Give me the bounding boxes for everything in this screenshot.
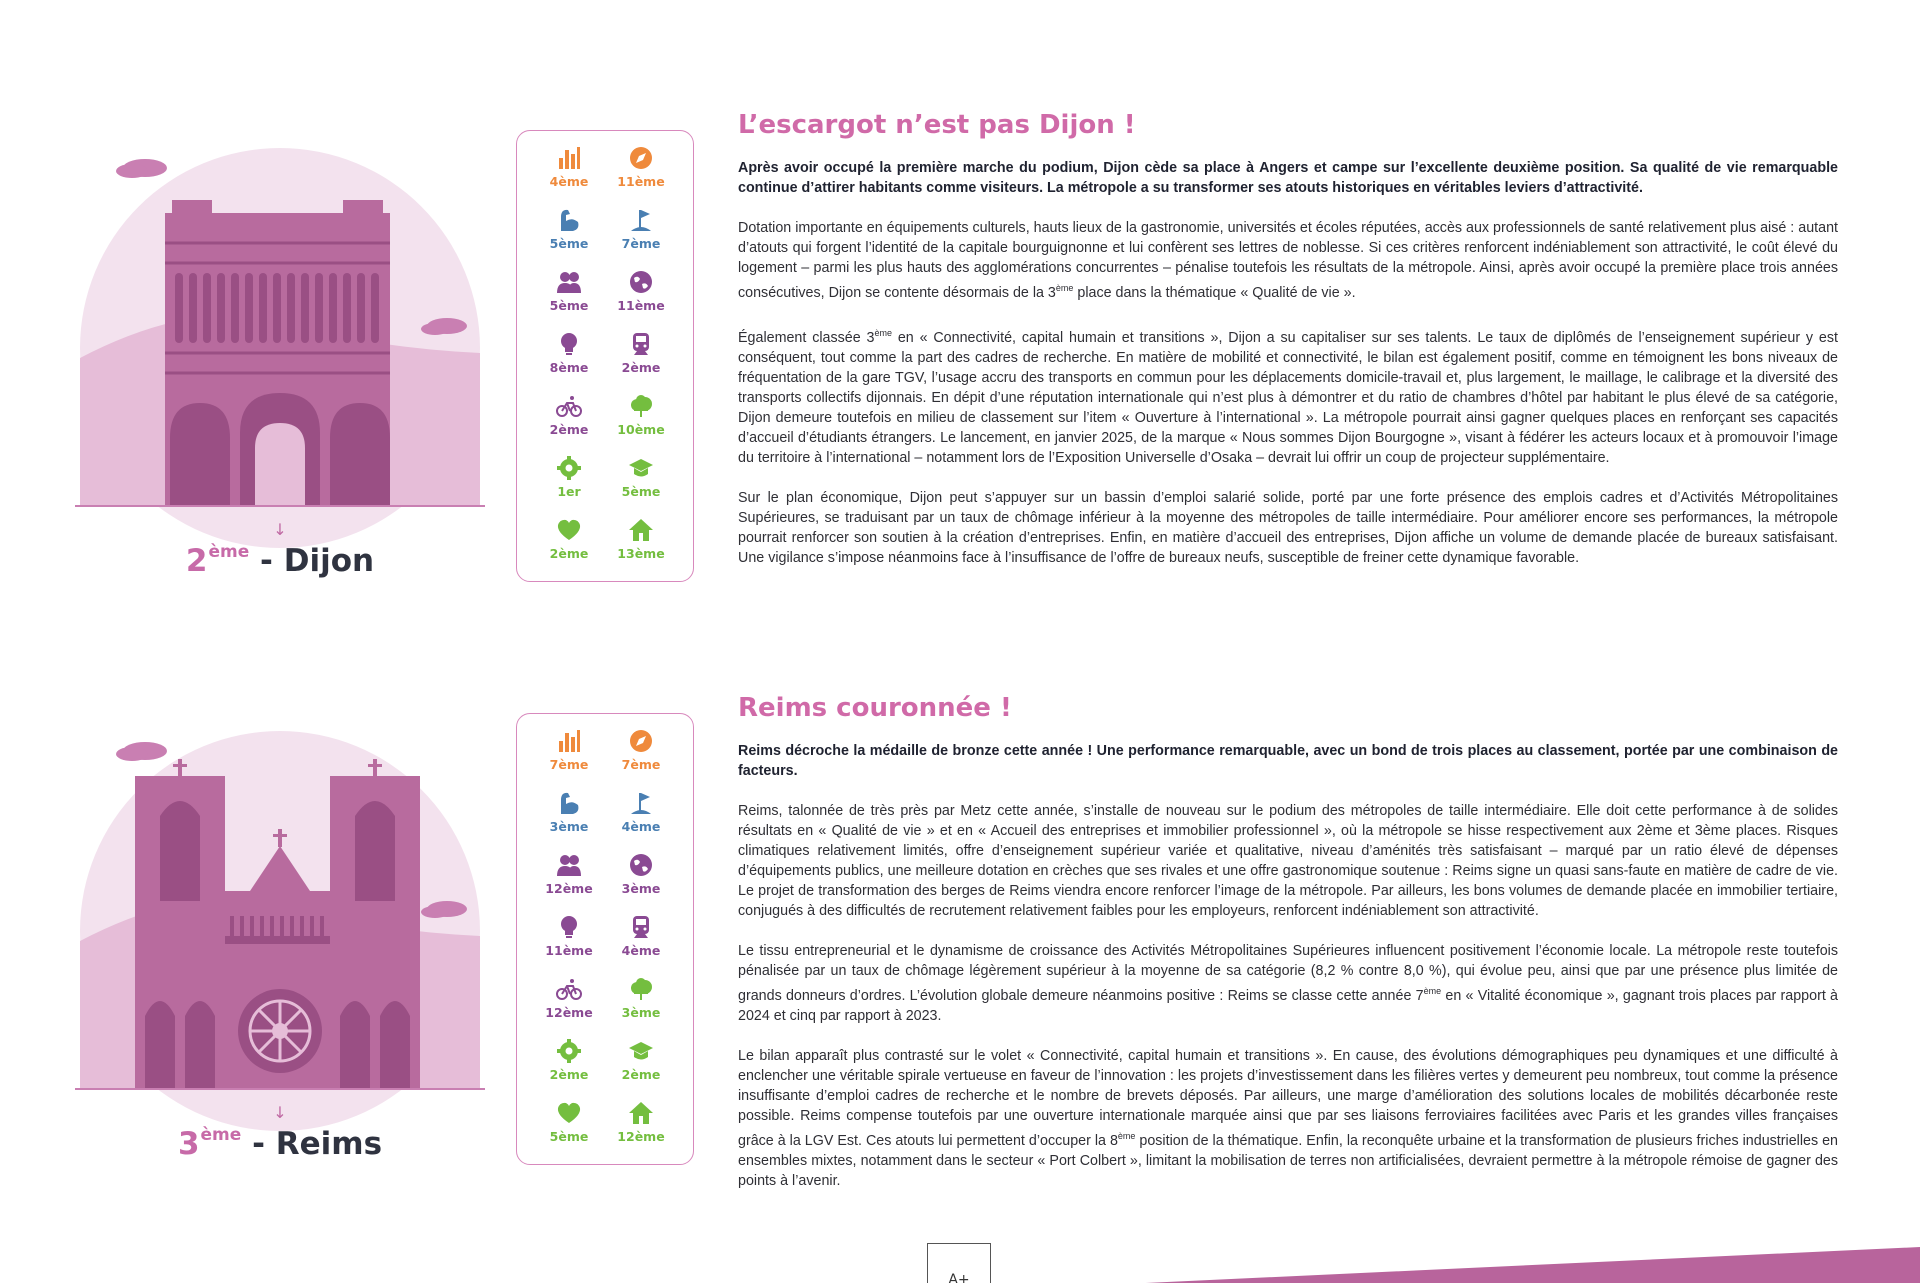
paragraph: Le bilan apparaît plus contrasté sur le volet « Connectivité, capital humain et transitions ». En cause, des évolutions démographiques peu dynamiques et une difficulté à enclencher une véritable spirale vertueuse en faveur de l’innovation : les projets d’investissement dans les filières vertes y demeurent peu nombreux, tout comme la présence insuffisante d’emploi cadres de recherche et le nombre de brevets déposés. Par ailleurs, une marge d’amélioration des solutions locales de mobilités décarbonée reste possible. Reims compense toutefois par une ouverture internationale marquée ainsi que par ses liaisons ferroviaires facilitées avec Paris et les grandes villes françaises grâce à la LGV Est. Ces atouts lui permettent d’occuper la 8ème position de la thématique. Enfin, la reconquête urbaine et la transformation de plusieurs friches industrielles en ensembles mixtes, notamment dans le secteur « Port Colbert », limitant la mobilisation de terres non artificialisées, devraient permettre à la métropole rémoise de gagner des points à l’avenir. [738, 1048, 1838, 1189]
flag-icon [628, 207, 654, 233]
rank-suffix: ème [208, 542, 250, 562]
ranking-cell [605, 455, 677, 517]
ranking-cell [605, 331, 677, 393]
ranking-cell [533, 269, 605, 331]
rank-value: 5ème [549, 1129, 589, 1144]
rank-title [80, 1125, 480, 1162]
rank-value: 4ème [621, 819, 661, 834]
rank-value: 7ème [549, 757, 589, 772]
compass-icon [628, 728, 654, 754]
lead-paragraph: Reims décroche la médaille de bronze cette année ! Une performance remarquable, avec un bond de trois places au classement, portée par une combinaison de facteurs. [738, 743, 1838, 779]
dijon-cathedral-illustration [75, 148, 485, 548]
rank-number: 3 [177, 1126, 200, 1162]
cloud-tree-icon [628, 976, 654, 1002]
train-icon [628, 331, 654, 357]
ranking-cell [605, 1038, 677, 1100]
down-arrow-icon: ↓ [273, 520, 287, 539]
rank-value: 2ème [621, 1067, 661, 1082]
cloud-tree-icon [628, 393, 654, 419]
article-text [738, 110, 1838, 588]
graduation-cap-icon [628, 455, 654, 481]
ranking-cell [533, 852, 605, 914]
train-icon [628, 914, 654, 940]
paragraph: Dotation importante en équipements culturels, hauts lieux de la gastronomie, universités et écoles réputées, accès aux professionnels de santé relativement plus aisé : autant d’atouts qui forgent l’identité de la capitale bourguignonne et lui confèrent ses lettres de noblesse. Si ces critères renforcent indéniablement son attractivité, le coût élevé du logement – parmi les plus hauts des agglomérations concurrentes – pénalise toutefois les résultats de la métropole. Ainsi, après avoir occupé la première place trois années consécutives, Dijon se contente désormais de la 3ème place dans la thématique « Qualité de vie ». [738, 220, 1838, 301]
rank-value: 5ème [549, 298, 589, 313]
ranking-cell [605, 852, 677, 914]
rank-title [80, 542, 480, 579]
globe-icon [628, 269, 654, 295]
ranking-cell [605, 790, 677, 852]
ranking-cell [533, 976, 605, 1038]
ranking-cell [533, 455, 605, 517]
gear-icon [556, 1038, 582, 1064]
ranking-cell [533, 790, 605, 852]
section-dijon [0, 110, 1920, 610]
globe-icon [628, 852, 654, 878]
reims-cathedral-illustration [75, 731, 485, 1131]
rank-value: 11ème [617, 298, 665, 313]
ranking-cell [533, 393, 605, 455]
section-title: L’escargot n’est pas Dijon ! [738, 110, 1136, 140]
heart-icon [556, 1100, 582, 1126]
ranking-cell [533, 331, 605, 393]
people-icon [556, 269, 582, 295]
lightbulb-icon [556, 331, 582, 357]
paragraph: Sur le plan économique, Dijon peut s’appuyer sur un bassin d’emploi salarié solide, porté par une forte présence des emplois cadres et d’Activités Métropolitaines Supérieures, se traduisant par un taux de chômage inférieur à la moyenne des métropoles de taille intermédiaire. Pour améliorer encore ses performances, la métropole pourrait renforcer son soutien à la création d’entreprises. Enfin, en matière d’accueil des entreprises, Dijon affiche un volume de demande placée de bureaux satisfaisant. Une vigilance s’impose néanmoins face à l’insuffisance de l’offre de bureaux neufs, susceptible de freiner cette dynamique favorable. [738, 490, 1838, 566]
rank-value: 12ème [545, 1005, 593, 1020]
ranking-cell [533, 207, 605, 269]
ranking-cell [605, 393, 677, 455]
ranking-cell [605, 145, 677, 207]
rank-value: 12ème [545, 881, 593, 896]
ranking-cell [533, 728, 605, 790]
ranking-cell [605, 914, 677, 976]
ranking-cell [533, 1100, 605, 1162]
page-number: A+ [927, 1243, 991, 1283]
rank-value: 3ème [621, 881, 661, 896]
article-text [738, 693, 1838, 1211]
paragraph: Également classée 3ème en « Connectivité, capital humain et transitions », Dijon a su capitaliser sur ses talents. Le taux de diplômés de l’enseignement supérieur y est conséquent, tout comme la part des cadres de recherche. En matière de mobilité et connectivité, le bilan est également positif, comme en témoignent les bons niveaux de fréquentation de la gare TGV, l’usage accru des transports en commun pour les déplacements domicile-travail et, plus largement, le maillage, le calibrage et la diversité des transports collectifs dijonnais. En dépit d’une réputation internationale qui n’est plus à démontrer et du ratio de chambres d’hôtel par habitant le plus élevé de sa catégorie, Dijon demeure toutefois en milieu de classement sur l’item « Ouverture à l’international ». La métropole pourrait ainsi gagner quelques places en renforçant ses capacités d’accueil d’étudiants étrangers. Le lancement, en janvier 2025, de la marque « Nous sommes Dijon Bourgogne », visant à fédérer les acteurs locaux et à promouvoir l’image du territoire à l’international – notamment lors de l’Exposition Universelle d’Osaka – devrait lui offrir un coup de projecteur supplémentaire. [738, 328, 1838, 466]
house-icon [628, 1100, 654, 1126]
ranking-cell [605, 207, 677, 269]
ranking-cell [533, 914, 605, 976]
paragraph: Le tissu entrepreneurial et le dynamisme de croissance des Activités Métropolitaines Supérieures influencent positivement l’économie locale. La métropole reste toutefois pénalisée par un taux de chômage légèrement supérieur à la moyenne de sa catégorie (8,2 % contre 8,0 %), qui évolue peu, ainsi que par une présence plus limitée de grands donneurs d’ordres. L’évolution globale demeure néanmoins positive : Reims se classe cette année 7ème en « Vitalité économique », gagnant trois places par rapport à 2024 et cinq par rapport à 2023. [738, 943, 1838, 1024]
rank-value: 4ème [549, 174, 589, 189]
rank-value: 7ème [621, 757, 661, 772]
rank-value: 10ème [617, 422, 665, 437]
muscle-arm-icon [556, 790, 582, 816]
rank-number: 2 [185, 543, 208, 579]
rank-value: 12ème [617, 1129, 665, 1144]
rank-value: 3ème [549, 819, 589, 834]
rank-value: 2ème [621, 360, 661, 375]
ranking-cell [605, 517, 677, 579]
ranking-cell [533, 517, 605, 579]
bicycle-icon [556, 393, 582, 419]
rank-value: 2ème [549, 422, 589, 437]
rank-suffix: ème [200, 1125, 242, 1145]
ranking-cell [605, 976, 677, 1038]
rank-value: 4ème [621, 943, 661, 958]
lightbulb-icon [556, 914, 582, 940]
people-icon [556, 852, 582, 878]
footer-band [1060, 1247, 1920, 1283]
rank-city: - Reims [241, 1126, 383, 1162]
gear-icon [556, 455, 582, 481]
lead-paragraph: Après avoir occupé la première marche du podium, Dijon cède sa place à Angers et campe sur l’excellente deuxième position. Sa qualité de vie remarquable continue d’attirer habitants comme visiteurs. La métropole a su transformer ses atouts historiques en véritables leviers d’attractivité. [738, 160, 1838, 196]
rank-city: - Dijon [249, 543, 375, 579]
flag-icon [628, 790, 654, 816]
house-icon [628, 517, 654, 543]
rank-value: 2ème [549, 1067, 589, 1082]
rank-value: 11ème [617, 174, 665, 189]
rank-value: 13ème [617, 546, 665, 561]
rank-value: 2ème [549, 546, 589, 561]
rank-value: 5ème [549, 236, 589, 251]
ranking-cell [605, 1100, 677, 1162]
rank-value: 11ème [545, 943, 593, 958]
compass-icon [628, 145, 654, 171]
rank-value: 7ème [621, 236, 661, 251]
rankings-card [516, 130, 694, 582]
graduation-cap-icon [628, 1038, 654, 1064]
rank-value: 8ème [549, 360, 589, 375]
section-reims [0, 693, 1920, 1193]
section-title: Reims couronnée ! [738, 693, 1012, 723]
ranking-cell [605, 728, 677, 790]
heart-icon [556, 517, 582, 543]
rank-value: 1er [557, 484, 581, 499]
rankings-card [516, 713, 694, 1165]
ranking-cell [533, 1038, 605, 1100]
ranking-cell [605, 269, 677, 331]
rank-value: 5ème [621, 484, 661, 499]
rank-value: 3ème [621, 1005, 661, 1020]
ranking-cell [533, 145, 605, 207]
bar-chart-icon [556, 145, 582, 171]
bicycle-icon [556, 976, 582, 1002]
down-arrow-icon: ↓ [273, 1103, 287, 1122]
paragraph: Reims, talonnée de très près par Metz cette année, s’installe de nouveau sur le podium des métropoles de taille intermédiaire. Elle doit cette performance à de solides résultats en « Qualité de vie » et en « Accueil des entreprises et immobilier professionnel », où la métropole se hisse respectivement aux 2ème et 3ème places. Risques climatiques relativement limités, offre d’enseignement supérieur variée et qualitative, niveau d’aménités très satisfaisant – marqué par un ratio élevé de dépenses d’équipements publics, une meilleure dotation en crèches que ses rivales et une offre gastronomique soutenue : Reims signe un quasi sans-faute en matière de cadre de vie. Le projet de transformation des berges de Reims viendra encore renforcer l’image de la métropole. Par ailleurs, les bons volumes de demande placée en immobilier tertiaire, conjugués à des difficultés de recrutement relativement faibles pour les employeurs, renforcent indéniablement son attractivité. [738, 803, 1838, 919]
bar-chart-icon [556, 728, 582, 754]
muscle-arm-icon [556, 207, 582, 233]
